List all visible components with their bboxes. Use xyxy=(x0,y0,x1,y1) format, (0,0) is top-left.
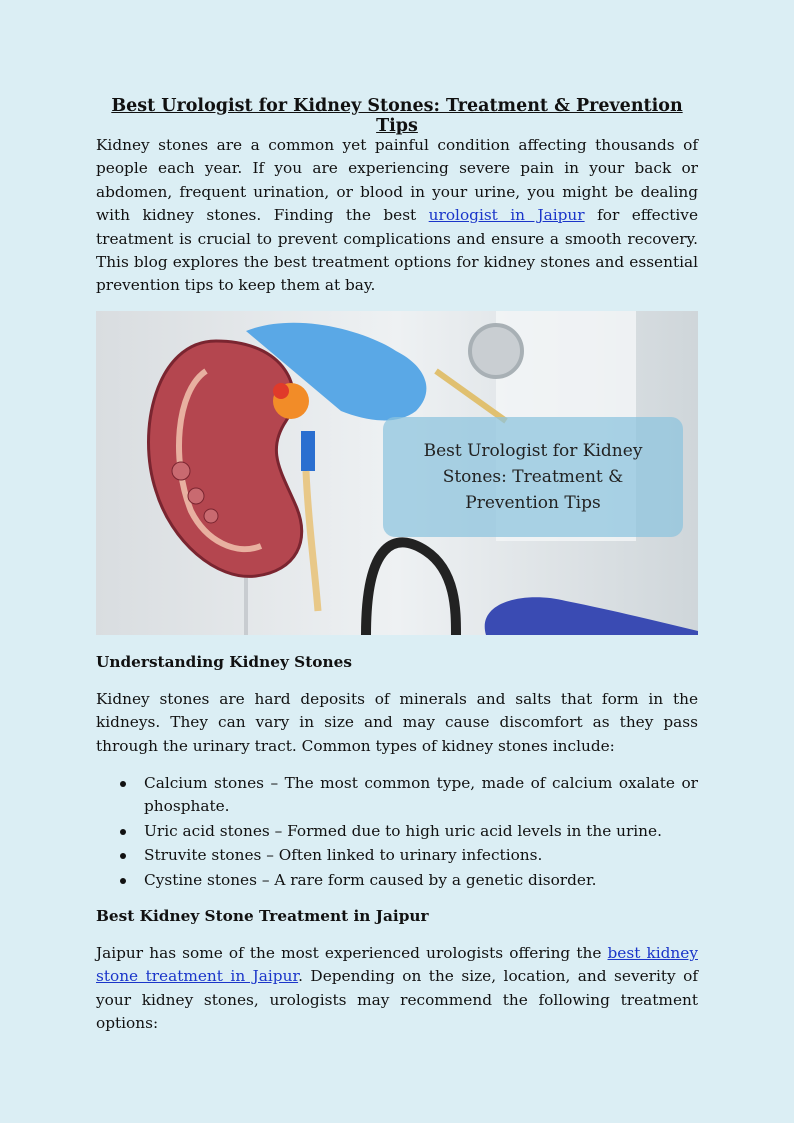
list-item: Calcium stones – The most common type, made of calcium oxalate or phosphate. xyxy=(96,772,698,819)
intro-text-start: Kidney stones are a common yet painful condition affecting thousands of people each year. If you are experiencing severe pain in your back or abdomen, frequent urination, or blood in your urine, you might be dealing with kidney stones. Finding the best xyxy=(96,136,698,225)
section1-paragraph: Kidney stones are hard deposits of minerals and salts that form in the kidneys. They can vary in size and may cause discomfort as they pass through the urinary tract. Common types of kidney stones include: xyxy=(96,690,698,755)
section2-paragraph xyxy=(96,942,698,1036)
hero-overlay-caption: Best Urologist for Kidney Stones: Treatment & Prevention Tips xyxy=(383,417,683,537)
section2-text-start: Jaipur has some of the most experienced urologists offering the xyxy=(96,944,608,962)
urologist-in-jaipur-link[interactable]: urologist in Jaipur xyxy=(428,206,585,225)
section2-text-end: . Depending on the size, location, and severity of your kidney stones, urologists may recommend the following treatment options: xyxy=(96,967,698,1033)
intro-text-end: for effective treatment is crucial to prevent complications and ensure a smooth recovery. This blog explores the best treatment options for kidney stones and essential prevention tips to keep them at bay. xyxy=(96,206,698,295)
kidney-calyx xyxy=(204,509,218,523)
list-item: Cystine stones – A rare form caused by a genetic disorder. xyxy=(96,869,698,892)
stethoscope-head xyxy=(470,325,522,377)
renal-vein xyxy=(301,431,315,471)
section-heading-understanding: Understanding Kidney Stones xyxy=(96,653,352,671)
page-title: Best Urologist for Kidney Stones: Treatment & Prevention Tips xyxy=(111,96,683,136)
list-item: Uric acid stones – Formed due to high uric acid levels in the urine. xyxy=(96,820,698,843)
best-kidney-stone-treatment-link[interactable]: best kidney stone treatment in Jaipur xyxy=(96,944,698,986)
stone-types-list xyxy=(96,772,698,893)
list-item: Struvite stones – Often linked to urinary infections. xyxy=(96,844,698,867)
intro-paragraph xyxy=(96,134,698,298)
kidney-stone-detail xyxy=(273,383,289,399)
section-heading-treatment: Best Kidney Stone Treatment in Jaipur xyxy=(96,907,429,925)
kidney-calyx xyxy=(188,488,204,504)
hero-image xyxy=(96,311,698,635)
kidney-calyx xyxy=(172,462,190,480)
